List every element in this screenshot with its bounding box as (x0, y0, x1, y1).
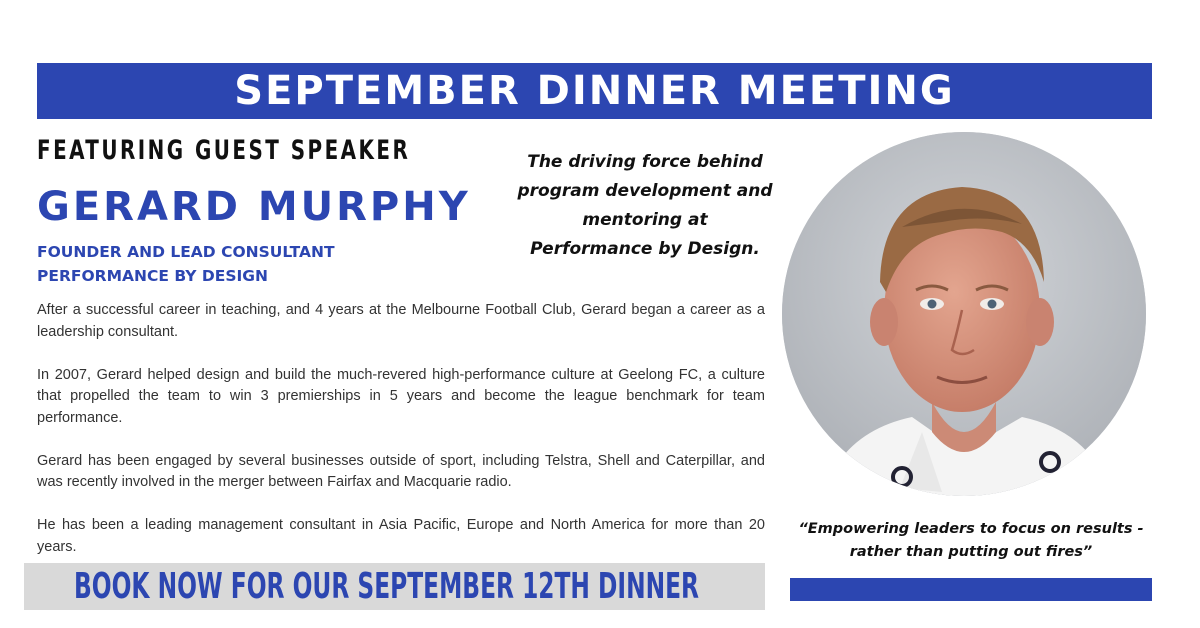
speaker-company: PERFORMANCE BY DESIGN (37, 267, 269, 285)
event-title-banner (37, 63, 1152, 119)
speaker-name: GERARD MURPHY (37, 184, 471, 230)
accent-bar (790, 578, 1152, 601)
speaker-quote (787, 518, 1155, 564)
speaker-bio (37, 300, 765, 580)
speaker-portrait (782, 132, 1146, 496)
speaker-role-title: FOUNDER AND LEAD CONSULTANT (37, 243, 335, 261)
bio-paragraph: Gerard has been engaged by several businesses outside of sport, including Telstra, Shell and Caterpillar, and was recently involved in the merger between Fairfax and Macquarie radio. (37, 452, 765, 490)
quote-line: rather than putting out fires” (849, 544, 1093, 560)
event-title: SEPTEMBER DINNER MEETING (234, 68, 955, 114)
bio-paragraph: After a successful career in teaching, and 4 years at the Melbourne Football Club, Gerard began a career as a leadership consultant. (37, 302, 765, 340)
tagline-line: Performance by Design. (530, 239, 760, 259)
tagline-line: mentoring at (582, 210, 708, 230)
quote-line: “Empowering leaders to focus on results - (798, 521, 1144, 537)
tagline-line: The driving force behind (527, 152, 763, 172)
speaker-tagline (500, 148, 790, 264)
book-now-label: BOOK NOW FOR OUR SEPTEMBER 12TH DINNER (74, 566, 700, 607)
book-now-banner[interactable] (24, 563, 765, 610)
bio-paragraph: In 2007, Gerard helped design and build the much-revered high-performance culture at Geelong FC, a culture that propelled the team to win 3 premierships in 5 years and become the league benchmark for team performance. (37, 366, 765, 426)
speaker-photo (782, 132, 1146, 496)
bio-paragraph: He has been a leading management consultant in Asia Pacific, Europe and North America for more than 20 years. (37, 517, 765, 555)
featuring-heading: FEATURING GUEST SPEAKER (37, 135, 411, 166)
speaker-role (37, 240, 335, 288)
tagline-line: program development and (517, 181, 773, 201)
